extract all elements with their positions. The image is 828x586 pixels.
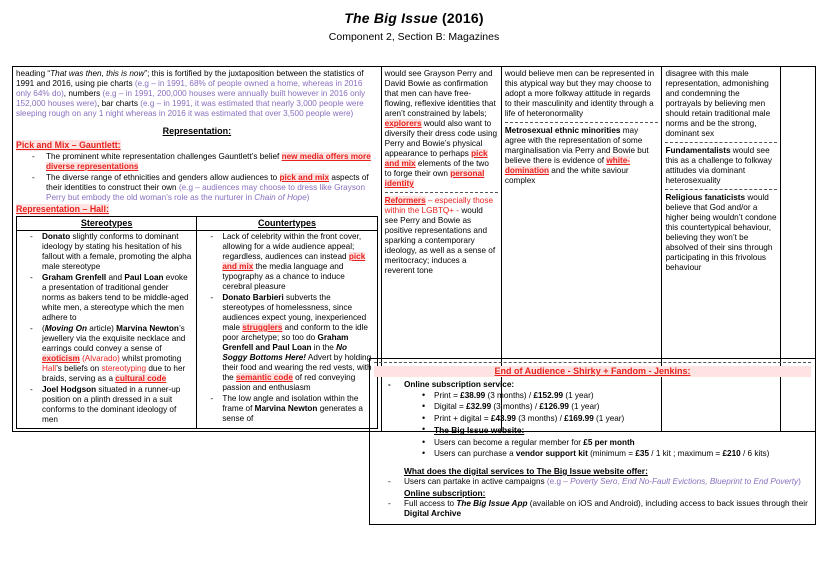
cola-reformers-label: Reformers: [384, 196, 426, 205]
ct2-text-4: Advert by holding their food and wearing the red vests, with the: [222, 352, 372, 382]
list-item: [42, 385, 193, 425]
bullet-text-3: aspects of their identities to construct their own: [46, 172, 369, 192]
campaign-text: Users can partake in active campaigns: [404, 476, 547, 486]
price-digital-label: Digital =: [434, 402, 467, 412]
st3-text-4: due to her braids, serving as a: [42, 363, 186, 383]
digital-services-heading: What does the digital services to The Big Issue website offer:: [404, 465, 648, 476]
kit-text-2: (minimum =: [587, 449, 636, 459]
countertypes-cell: [197, 230, 377, 428]
price-digital-1y: £126.99: [539, 402, 569, 412]
colb-text-1: may agree with the representation of some marginalisation via Perry and Bowie but believe there is evidence of: [504, 126, 649, 165]
ct3-text-2: generates a sense of: [222, 403, 363, 423]
st3-mid: article): [87, 323, 117, 333]
list-item: [434, 402, 811, 412]
list-item: [46, 173, 378, 203]
ct3-text-1: The low angle and isolation within the frame of: [222, 393, 359, 413]
colc-fundamentalists-text: would see this as a challenge to folkway attitudes via dominant heterosexuality: [665, 146, 772, 185]
cola-highlight-1: explorers: [384, 119, 422, 128]
col-a-block-1: [385, 69, 498, 189]
st3-highlight-2: cultural code: [115, 373, 167, 383]
kit-text-4: / 6 kits): [740, 449, 770, 459]
cola-text-3: elements of the two to forge their own: [384, 159, 489, 178]
online-subscription-heading: Online subscription:: [404, 487, 486, 498]
col-a-block-2: [385, 196, 498, 276]
ct2-text-5: of red conveying passion and enthusiasm: [222, 372, 356, 392]
colb-text-2: and the white saviour complex: [504, 166, 629, 185]
digital-archive-label: Digital Archive: [404, 508, 462, 518]
bullet-highlight-1: new media offers more diverse representations: [46, 151, 371, 171]
intro-text-3: , numbers: [63, 89, 103, 98]
app-text-1: Full access to: [404, 498, 457, 508]
bullet-highlight-2: pick and mix: [279, 172, 330, 182]
col-b-block-1: would believe men can be represented in this atypical way but they may choose to adopt a more folkway attitude in regards to their masculinity and identity through a life of heteronormality: [504, 69, 655, 118]
st2-bold-2: Paul Loan: [124, 272, 164, 282]
page-title: [0, 0, 828, 44]
end-of-audience-table: [369, 358, 816, 525]
st2-bold-1: Graham Grenfell: [42, 272, 107, 282]
divider: [665, 189, 776, 190]
representation-heading: Representation:: [162, 126, 232, 136]
price-digital-end: (1 year): [568, 402, 600, 412]
kit-name: vendor support kit: [515, 449, 588, 459]
countertypes-list: [200, 232, 373, 424]
price-print-mid: (3 months) /: [485, 390, 534, 400]
st3-bold: Marvina Newton: [116, 323, 179, 333]
col-c-block-2: [665, 146, 776, 186]
colc-religious-label: Religious fanaticists: [665, 193, 746, 202]
intro-text-1: heading “: [16, 69, 51, 78]
bullet-example-end: ): [306, 192, 310, 202]
hall-heading-wrap: [16, 204, 378, 215]
st3-text-1: ’s jewellery via the exquisite necklace and earrings could convey a sense of: [42, 323, 186, 353]
intro-text-4: , bar charts: [97, 99, 141, 108]
table-row: [17, 230, 378, 428]
column-header-stereotypes: Stereotypes: [17, 216, 197, 230]
list-item: [42, 324, 193, 384]
intro-example-1: (e.g – in 1991, 68% of people owned a home, whereas in 2016 only 64% do): [16, 79, 363, 98]
intro-quote: That was then, this is now: [50, 69, 145, 78]
st1-bold: Donato: [42, 231, 71, 241]
st3-pre: (: [42, 323, 45, 333]
colc-fundamentalists-label: Fundamentalists: [665, 146, 731, 155]
st2-text-1: and: [106, 272, 125, 282]
price-print-3m: £38.99: [460, 390, 486, 400]
price-both-1y: £169.99: [564, 413, 594, 423]
ct1-highlight: pick and mix: [222, 251, 366, 271]
subscription-list: [374, 380, 811, 390]
table-header-row: [17, 216, 378, 230]
pick-mix-heading: Pick and Mix – Gauntlett:: [16, 139, 121, 150]
ct2-bold-1: Donato Barbieri: [222, 292, 284, 302]
st3-red-1: (Alvarado): [82, 353, 120, 363]
ct1-text-1: Lack of celebrity within the front cover, allowing for a wide audience appeal; regardless, audiences can instead: [222, 231, 362, 261]
st3-text-3: ’s beliefs on: [56, 363, 102, 373]
cola-text-1: would see Grayson Perry and David Bowie as confirmation that men can have free-flowing, reflexive identities that aren’t constrained by labels;: [384, 69, 496, 118]
stereotypes-list: [20, 232, 193, 425]
list-item: [42, 273, 193, 323]
price-both-label: Print + digital =: [434, 413, 491, 423]
cola-highlight-3: personal identity: [384, 169, 485, 188]
price-print-1y: £152.99: [533, 390, 564, 400]
colb-highlight: white-domination: [504, 156, 631, 175]
intro-example-3: (e.g – in 1991, it was estimated that nearly 3,000 people were sleeping rough on any 1 night whereas in 2016 it was estimated that over 3,500 people were): [16, 99, 364, 118]
divider: [505, 122, 659, 123]
document-title: [0, 10, 828, 27]
ct2-highlight-2: semantic code: [236, 372, 293, 382]
list-item: [222, 394, 373, 424]
document-title-main: The Big Issue: [344, 10, 438, 26]
ct2-text-1: subverts the stereotypes of homelessness, since audiences expect young, inexperienced male: [222, 292, 367, 332]
st2-text-2: evoke a presentation of traditional gender norms as bakers tend to be middle-aged white men, a stereotype which the men adhere to: [42, 272, 189, 322]
document-subtitle: Component 2, Section B: Magazines: [328, 31, 500, 44]
digital-list: [374, 477, 811, 487]
campaign-eg-italic: Poverty Sero, End No-Fault Evictions, Blueprint to End Poverty: [570, 476, 799, 486]
list-item: [46, 152, 378, 172]
list-item: [434, 438, 811, 448]
cola-reformers-sub: – especially those within the LGBTQ+ -: [384, 196, 493, 215]
online-sub-heading-wrap: [374, 488, 811, 499]
cola-reformers-text: would see Perry and Bowie as positive representations and sparking a contemporary ideology, as well as a sense of meritocracy; induces a reverent tone: [384, 206, 496, 275]
list-item: [222, 232, 373, 292]
st3-italic: Moving On: [44, 323, 88, 333]
price-digital-mid: (3 months) /: [491, 402, 540, 412]
list-item: [434, 449, 811, 459]
stereotypes-table: [16, 216, 378, 429]
divider: [374, 362, 811, 363]
price-print-label: Print =: [434, 390, 461, 400]
end-of-audience-cell: [370, 359, 816, 525]
pick-mix-heading-wrap: [16, 140, 378, 151]
price-both-3m: £43.99: [490, 413, 516, 423]
ct2-text-3: in the: [311, 342, 337, 352]
intro-example-2: (e.g – in 1991, 200,000 houses were annually built however in 2016 only 152,000 houses were): [16, 89, 366, 108]
price-both-end: (1 year): [593, 413, 625, 423]
kit-text-3: / 1 kit ; maximum =: [649, 449, 723, 459]
website-heading-item: [434, 425, 811, 436]
ct2-bold-italic: No Soggy Bottoms Here!: [222, 342, 348, 362]
divider: [385, 192, 498, 193]
digital-heading-wrap: [374, 466, 811, 477]
cola-highlight-2: pick and mix: [384, 149, 488, 168]
list-item: [404, 499, 811, 519]
st3-red-2: Hall: [42, 363, 57, 373]
app-text-2: (available on iOS and Android), including access to back issues through their: [527, 498, 808, 508]
ct2-bold-2: Graham Grenfell and Paul Loan: [222, 332, 349, 352]
st4-bold: Joel Hodgson: [42, 384, 97, 394]
list-item: [434, 391, 811, 401]
table-row: [370, 359, 816, 525]
price-print-end: (1 year): [563, 390, 594, 400]
col-c-block-3: [665, 193, 776, 273]
kit-min-price: £35: [635, 449, 650, 459]
app-list: [374, 499, 811, 519]
st3-highlight-1: exoticism: [42, 353, 80, 363]
colb-bold: Metrosexual ethnic minorities: [504, 126, 621, 135]
st3-text-2: whilst promoting: [119, 353, 182, 363]
bullet-example-italic: Chain of Hope: [254, 192, 307, 202]
bullet-example: (e.g – audiences may choose to dress like Grayson Perry but embody the old woman’s role as the nurturer in: [46, 182, 366, 202]
hall-heading: Representation – Hall:: [16, 203, 109, 214]
list-item: [404, 477, 811, 487]
website-heading: The Big Issue website:: [434, 425, 525, 436]
intro-text-2: ”; this is fortified by the juxtaposition between the statistics of 1991 and 2016, using pie charts: [16, 69, 364, 88]
colc-religious-text: would believe that God and/or a higher being wouldn’t condone this countertypical behaviour, believing they won’t be absolved of their sins through participating in this frivolous behaviour: [665, 193, 777, 272]
ct2-text-2: and conform to the idle poor archetype; so too do: [222, 322, 368, 342]
st3-red-3: stereotyping: [101, 363, 147, 373]
kit-text-1: Users can purchase a: [434, 449, 516, 459]
col-b-block-2: [505, 126, 659, 186]
pick-mix-list: [16, 152, 378, 203]
intro-paragraph: [16, 69, 378, 119]
list-item: [222, 293, 373, 393]
ct2-highlight-1: strugglers: [242, 322, 283, 332]
st4-text: situated in a runner-up position on a plinth dressed in a suit conforms to the dominant ideology of men: [42, 384, 181, 424]
price-list: [374, 391, 811, 460]
ct1-text-2: the media language and typography as a chance to induce cerebral pleasure: [222, 261, 345, 291]
bullet-text-1: The prominent white representation challenges Gauntlett’s belief: [46, 151, 282, 161]
app-name: The Big Issue App: [456, 498, 528, 508]
list-item: - Online subscription service:: [404, 380, 811, 390]
cola-text-2: would also want to diversify their dress code using Perry and Bowie’s physical appearance to perhaps: [384, 119, 498, 158]
stereotypes-cell: [17, 230, 197, 428]
member-price: £5 per month: [583, 437, 635, 447]
divider: [665, 142, 776, 143]
st1-text: slightly conforms to dominant ideology by stating his hesitation of his fallout with a female, promoting the alpha male stereotype: [42, 231, 192, 271]
document-title-year: (2016): [437, 10, 484, 26]
kit-max-price: £210: [722, 449, 741, 459]
col-c-block-1: disagree with this male representation, admonishing and condemning the portrayals by believing men should retain traditional male norms and be the strong, dominant sex: [665, 69, 771, 138]
end-of-audience-title: End of Audience - Shirky + Fandom - Jenkins:: [374, 366, 811, 377]
list-item: [434, 414, 811, 424]
member-text-1: Users can become a regular member for: [434, 437, 584, 447]
campaign-eg: (e.g –: [546, 476, 571, 486]
ct3-bold: Marvina Newton: [254, 403, 318, 413]
price-digital-3m: £32.99: [466, 402, 492, 412]
price-both-mid: (3 months) /: [515, 413, 565, 423]
main-notes-cell: [13, 67, 382, 432]
bullet-text-2: The diverse range of ethnicities and genders allow audiences to: [46, 172, 280, 182]
column-header-countertypes: Countertypes: [197, 216, 377, 230]
campaign-eg-end: ): [798, 476, 801, 486]
list-item: [42, 232, 193, 272]
